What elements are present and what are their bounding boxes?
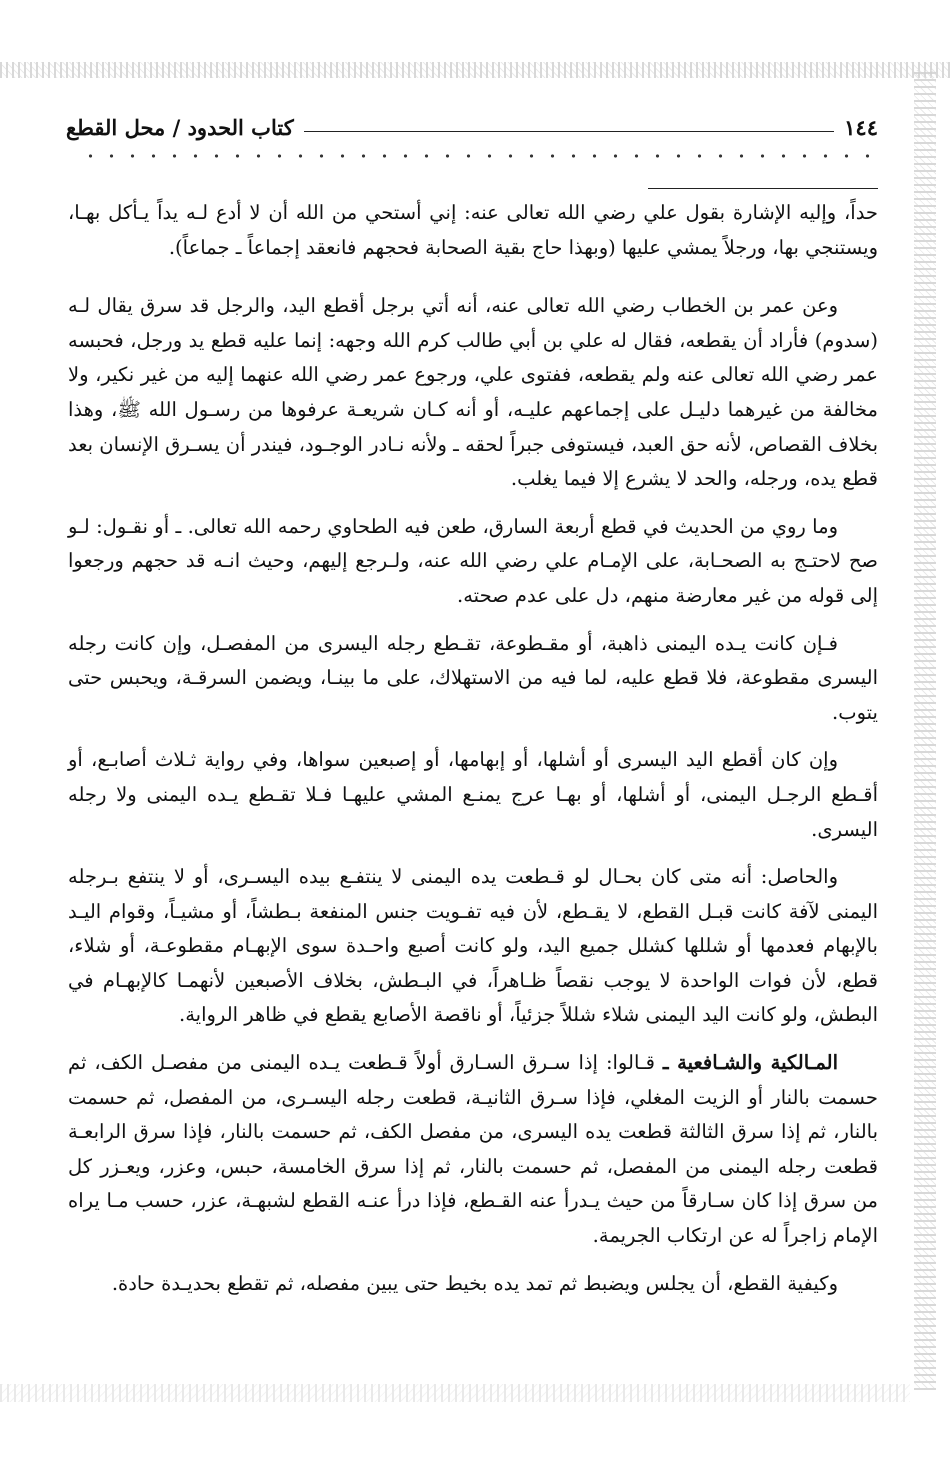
header-rule [304,131,834,132]
paragraph-3: وما روي من الحديث في قطع أربعة السارق، طعن فيه الطحاوي رحمه الله تعالى. ـ أو نقـول: لـو صح لاحتـج به الصحـابة، على الإمـام علي رضي الله عنه، ولـرجع إليهم، وحيث انـه قد حجهم ورجعوا إلى قوله من غير معارضة منهم، دل على عدم صحته. [68,514,878,607]
page-header [66,112,878,142]
page-number: ١٤٤ [844,114,878,140]
paragraph-8: وكيفية القطع، أن يجلس ويضبط ثم تمد يده بخيط حتى يبين مفصله، ثم تقطع بحديـدة حادة. [111,1271,838,1295]
page-body [68,196,878,1314]
paragraph-2: وعن عمر بن الخطاب رضي الله تعالى عنه، أنه أتي برجل أقطع اليد، والرجل قد سرق يقال لـه (سدوم) فأراد أن يقطعه، فقال له علي بن أبي طالب كرم الله وجهه: إنما عليه قطع يد ورجل، فحبسه عمر رضي الله تعالى عنه ولم يقطعه، ففتوى علي، ورجوع عمر رضي الله عنهما إليه من غير نكير، ولا مخالفة من غيرهما دليـل على إجماعهم عليـه، أو أنه كـان شريعـة عرفوها من رسـول الله ﷺ، وهذا بخلاف القصاص، لأنه حق العبد، فيستوفى جبراً لحقه ـ ولأنه نـادر الوجـود، فيندر أن يسـرق الإنسان بعد قطع يده، ورجله، والحد لا يشرع إلا فيما يغلب. [68,294,878,491]
dotted-separator [80,150,876,162]
paragraph-5: وإن كان أقطع اليد اليسرى أو أشلها، أو إبهامها، أو إصبعين سواها، وفي رواية ثـلاث أصابـع، أو أقـطع الرجـل اليمنى، أو أشلها، أو بهـا عرج يمنـع المشي عليهـا فـلا تقـطع يـده اليمنى ولا رجله اليسرى. [68,748,878,841]
chapter-title: كتاب الحدود / محل القطع [66,114,294,140]
paragraph-6: والحاصل: أنه متى كان بحـال لو قـطعت يده اليمنى لا ينتفـع بيده اليسـرى، أو لا ينتفع بـرجله اليمنى لآفة كانت قبـل القطع، لا يقـطع، لأن فيه تفـويت جنس المنفعة بـطشاً، أو مشيـاً، وقوام اليـد بالإبهام فعدمها أو شللها كشلل جميع اليد، ولو كانت أصبع واحـدة سوى الإبهـام مقطوعـة، أو شلاء، قطع، لأن فوات الواحدة لا يوجب نقصاً ظـاهراً، في البـطش، بخلاف الأصبعين لأنهمـا كالإبهـام في البطش، ولو كانت اليد اليمنى شلاء شللاً جزئياً، أو ناقصة الأصابع يقطع في ظاهر الرواية. [68,865,878,1027]
ornamental-border-top [0,62,950,78]
ornamental-border-right [914,70,936,1390]
ornamental-border-bottom [0,1384,910,1402]
paragraph-4: فـإن كانت يـده اليمنى ذاهبة، أو مقـطوعة، تقـطع رجله اليسرى من المفصـل، وإن كانت رجله اليسرى مقطوعة، فلا قطع عليه، لما فيه من الاستهلاك، على ما بينـا، ويضمن السرقـة، ويحبس حتى يتوب. [68,631,878,724]
school-heading: المـالكية والشـافعية ـ [662,1051,838,1075]
paragraph-7-text: قـالوا: إذا سـرق السـارق أولاً قـطعت يـده اليمنى من مفصـل الكف، ثم حسمت بالنار أو الزيت المغلي، فإذا سـرق الثانيـة، قطعت رجله اليسـرى، من المفصل، ثم حسمت بالنار، ثم إذا سرق الثالثة قطعت يده اليسرى، من مفصل الكف، ثم حسمت بالنار، فإذا سرق الرابعـة قطعت رجله اليمنى من المفصل، ثم حسمت بالنار، ثم إذا سرق الخامسة، حبس، وعزر، ويعـزر كل من سرق إذا كان سـارقاً من حيث يـدرأ عنه القـطع، فإذا درأ عنـه القطع لشبهـة، عزر، حسب مـا يراه الإمام زاجراً له عن ارتكاب الجريمة. [68,1051,878,1248]
continuation-rule [648,188,878,189]
paragraph-1: حداً، وإليه الإشارة بقول علي رضي الله تعالى عنه: إني أستحي من الله أن لا أدع لـه يداً يـأكل بهـا، ويستنجي بها، ورجلاً يمشي عليها (وبهذا حاج بقية الصحابة فحجهم فانعقد إجماعاً ـ جماعاً). [68,201,878,259]
paragraph-7 [68,1046,878,1254]
